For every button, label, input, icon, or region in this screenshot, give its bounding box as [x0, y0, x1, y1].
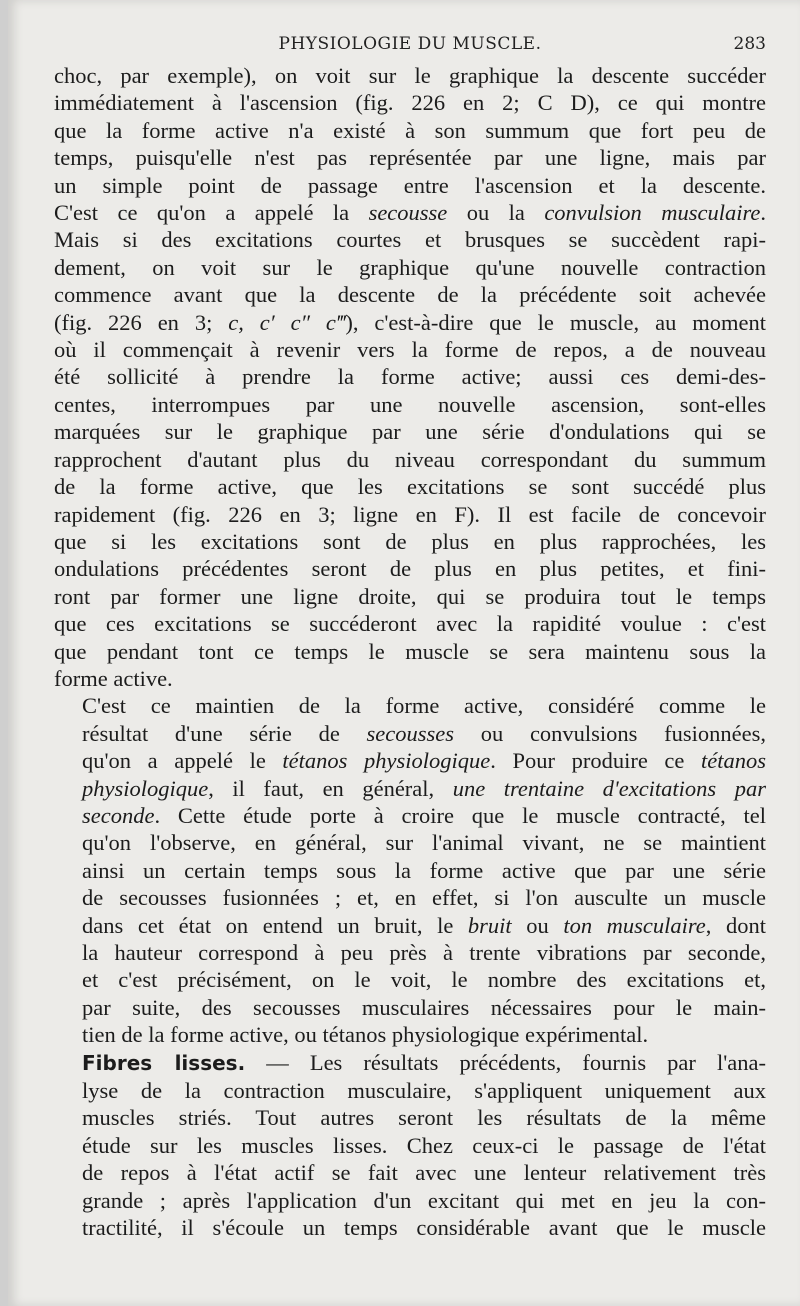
- text-line: un simple point de passage entre l'ascension et la descente.: [54, 172, 766, 198]
- text-line: par suite, des secousses musculaires nécessaires pour le main-: [82, 994, 766, 1020]
- text-line: choc, par exemple), on voit sur le graphique la descente succéder: [54, 63, 766, 88]
- text-line: et c'est précisément, on le voit, le nombre des excitations et,: [82, 967, 766, 993]
- text-line: qu'on a appelé le tétanos physiologique. Pour produire ce tétanos: [82, 748, 766, 774]
- text-line: de repos à l'état actif se fait avec une lenteur relativement très: [82, 1160, 766, 1186]
- text-line: de secousses fusionnées ; et, en effet, si l'on ausculte un muscle: [82, 885, 766, 911]
- text-line: rapprochent d'autant plus du niveau correspondant du summum: [54, 446, 766, 472]
- text-line: marquées sur le graphique par une série d'ondulations qui se: [54, 419, 766, 445]
- text-line: commence avant que la descente de la précédente soit achevée: [54, 282, 766, 308]
- body-text: [54, 62, 766, 1241]
- text-line: que ces excitations se succéderont avec la rapidité voulue : c'est: [54, 611, 766, 637]
- text-line: C'est ce qu'on a appelé la secousse ou la convulsion musculaire.: [54, 200, 766, 226]
- text-line: seconde. Cette étude porte à croire que le muscle contracté, tel: [82, 802, 766, 828]
- text-line: temps, puisqu'elle n'est pas représentée par une ligne, mais par: [54, 145, 766, 171]
- text-line: tractilité, il s'écoule un temps considérable avant que le muscle: [82, 1215, 766, 1241]
- text-line: été sollicité à prendre la forme active; aussi ces demi-des-: [54, 364, 766, 390]
- text-line: où il commençait à revenir vers la forme de repos, a de nouveau: [54, 337, 766, 363]
- text-line: physiologique, il faut, en général, une trentaine d'excitations par: [82, 775, 766, 801]
- text-line: muscles striés. Tout autres seront les résultats de la même: [82, 1105, 766, 1131]
- running-title: PHYSIOLOGIE DU MUSCLE.: [278, 34, 542, 54]
- text-line: Fibres lisses. — Les résultats précédents, fournis par l'ana-: [82, 1049, 766, 1075]
- text-line: que pendant tont ce temps le muscle se sera maintenu sous la: [54, 638, 766, 664]
- text-line: ainsi un certain temps sous la forme active que par une série: [82, 857, 766, 883]
- paragraph: [54, 1049, 766, 1242]
- text-line: que la forme active n'a existé à son summum que fort peu de: [54, 117, 766, 143]
- text-line: centes, interrompues par une nouvelle ascension, sont-elles: [54, 391, 766, 417]
- page-header: [54, 34, 766, 58]
- text-line: rapidement (fig. 226 en 3; ligne en F). Il est facile de concevoir: [54, 501, 766, 527]
- text-line: étude sur les muscles lisses. Chez ceux-ci le passage de l'état: [82, 1132, 766, 1158]
- text-line: la hauteur correspond à peu près à trente vibrations par seconde,: [82, 940, 766, 965]
- text-line: de la forme active, que les excitations se sont succédé plus: [54, 474, 766, 500]
- text-line: C'est ce maintien de la forme active, considéré comme le: [82, 693, 766, 719]
- text-line: ondulations précédentes seront de plus en plus petites, et fini-: [54, 556, 766, 582]
- text-line: qu'on l'observe, en général, sur l'animal vivant, ne se maintient: [82, 830, 766, 856]
- text-line: dans cet état on entend un bruit, le bruit ou ton musculaire, dont: [82, 912, 766, 938]
- book-page: [8, 0, 800, 1306]
- text-line: résultat d'une série de secousses ou convulsions fusionnées,: [82, 720, 766, 746]
- text-line: lyse de la contraction musculaire, s'appliquent uniquement aux: [82, 1078, 766, 1104]
- text-line: Mais si des excitations courtes et brusques se succèdent rapi-: [54, 227, 766, 253]
- text-line: dement, on voit sur le graphique qu'une nouvelle contraction: [54, 254, 766, 280]
- paragraph: [54, 692, 766, 1048]
- text-line: forme active.: [54, 665, 173, 691]
- text-line: ront par former une ligne droite, qui se produira tout le temps: [54, 583, 766, 609]
- paragraph: [54, 62, 766, 692]
- text-line: immédiatement à l'ascension (fig. 226 en 2; C D), ce qui montre: [54, 90, 766, 116]
- text-line: tien de la forme active, ou tétanos physiologique expérimental.: [82, 1022, 649, 1048]
- text-line: (fig. 226 en 3; c, c′ c″ c‴), c'est-à-dire que le muscle, au moment: [54, 309, 766, 335]
- text-line: que si les excitations sont de plus en plus rapprochées, les: [54, 528, 766, 554]
- text-line: grande ; après l'application d'un excitant qui met en jeu la con-: [82, 1187, 766, 1213]
- page-number: 283: [733, 34, 766, 54]
